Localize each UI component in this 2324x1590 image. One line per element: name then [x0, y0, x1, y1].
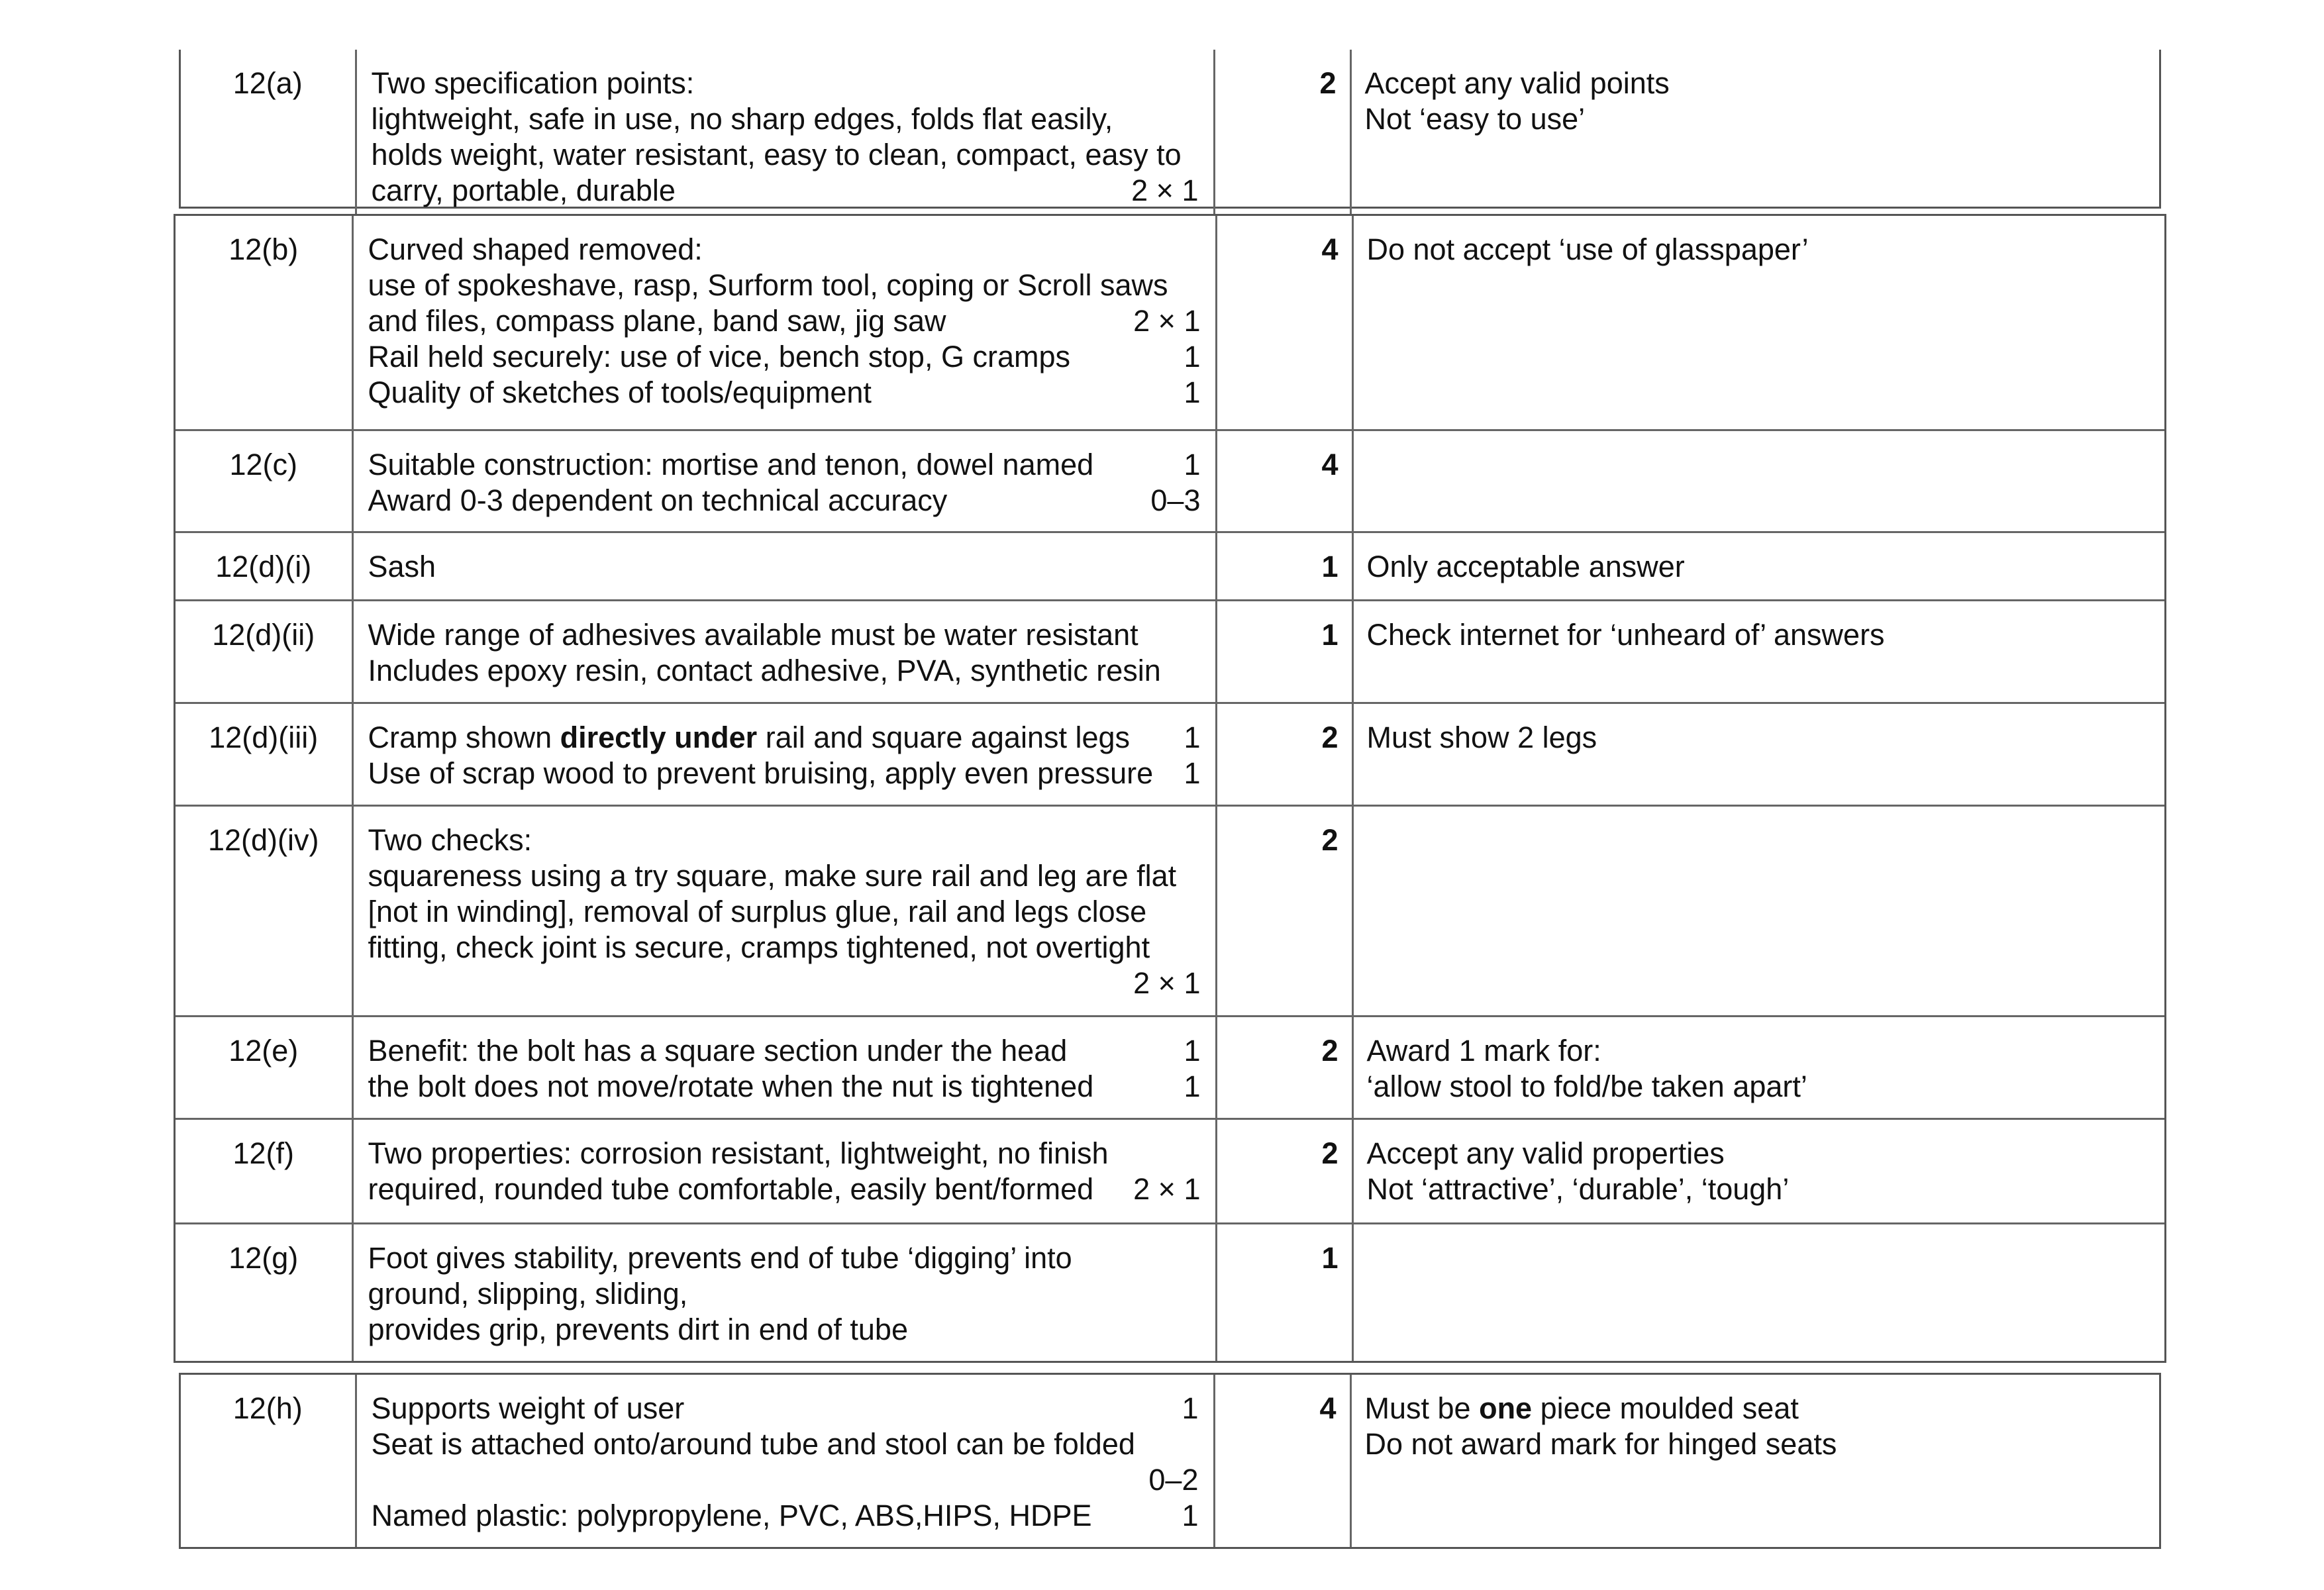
table-row	[176, 216, 2164, 430]
mark-allocation: 1	[1184, 375, 1201, 409]
emphasis-text: one	[1479, 1391, 1533, 1425]
answer-line: Foot gives stability, prevents end of tube ‘digging’ into	[368, 1240, 1072, 1275]
total-marks: 4	[1216, 430, 1352, 532]
guidance-cell	[1352, 805, 2164, 1016]
answer-line: Quality of sketches of tools/equipment	[368, 375, 872, 409]
answer-cell	[352, 1016, 1216, 1118]
table-row	[176, 1016, 2164, 1118]
guidance-line: Accept any valid points	[1364, 66, 1670, 100]
table-row	[176, 805, 2164, 1016]
answer-line: holds weight, water resistant, easy to clean, compact, easy to	[371, 138, 1182, 172]
total-marks: 1	[1216, 1223, 1352, 1361]
guidance-text: Must be	[1364, 1391, 1480, 1425]
question-number: 12(c)	[176, 430, 352, 532]
answer-line: Award 0-3 dependent on technical accuracy	[368, 483, 948, 517]
mark-allocation: 0–2	[1148, 1463, 1199, 1497]
answer-line: Seat is attached onto/around tube and stool can be folded	[371, 1427, 1135, 1461]
answer-line: ground, slipping, sliding,	[368, 1276, 688, 1311]
answer-line: Supports weight of user	[371, 1391, 685, 1425]
answer-line: required, rounded tube comfortable, easily bent/formed	[368, 1171, 1094, 1206]
answer-cell	[352, 216, 1216, 430]
guidance-cell	[1352, 216, 2164, 430]
answer-cell	[352, 600, 1216, 703]
mark-allocation: 0–3	[1150, 483, 1201, 517]
mark-allocation: 1	[1184, 340, 1201, 373]
guidance-line: Do not award mark for hinged seats	[1364, 1427, 1837, 1461]
answer-line: Rail held securely: use of vice, bench stop, G cramps	[368, 340, 1070, 373]
mark-allocation: 1	[1184, 720, 1201, 754]
answer-line: fitting, check joint is secure, cramps tightened, not overtight	[368, 930, 1150, 964]
question-number: 12(a)	[181, 50, 356, 215]
guidance-cell	[1352, 600, 2164, 703]
answer-cell	[352, 805, 1216, 1016]
table-row	[176, 600, 2164, 703]
guidance-cell	[1352, 1223, 2164, 1361]
answer-text: Cramp shown	[368, 720, 560, 754]
guidance-cell	[1352, 532, 2164, 600]
total-marks: 1	[1216, 532, 1352, 600]
table-row	[181, 1375, 2159, 1547]
guidance-cell	[1352, 430, 2164, 532]
question-number: 12(d)(iv)	[176, 805, 352, 1016]
mark-allocation: 2 × 1	[1133, 1171, 1201, 1206]
question-number: 12(b)	[176, 216, 352, 430]
table-row	[176, 1118, 2164, 1223]
table-row	[176, 532, 2164, 600]
answer-line: carry, portable, durable	[371, 174, 676, 207]
mark-allocation: 1	[1184, 447, 1201, 481]
table-row	[176, 1223, 2164, 1361]
answer-cell	[352, 703, 1216, 805]
guidance-line: Check internet for ‘unheard of’ answers	[1366, 617, 1885, 652]
table-row	[176, 430, 2164, 532]
answer-line: Two properties: corrosion resistant, lightweight, no finish	[368, 1136, 1109, 1170]
answer-line: and files, compass plane, band saw, jig saw	[368, 304, 946, 338]
guidance-line	[1365, 1391, 2145, 1426]
answer-line: Two checks:	[368, 822, 532, 857]
question-number: 12(d)(i)	[176, 532, 352, 600]
mark-scheme-table-part-3	[179, 1373, 2161, 1549]
table-row	[176, 703, 2164, 805]
guidance-cell	[1352, 1118, 2164, 1223]
total-marks: 2	[1216, 703, 1352, 805]
answer-cell	[356, 50, 1214, 215]
question-number: 12(e)	[176, 1016, 352, 1118]
guidance-text: piece moulded seat	[1532, 1391, 1799, 1425]
guidance-line: Not ‘easy to use’	[1364, 102, 1586, 136]
answer-cell	[352, 1118, 1216, 1223]
answer-line: provides grip, prevents dirt in end of tube	[368, 1312, 908, 1346]
answer-line: Includes epoxy resin, contact adhesive, PVA, synthetic resin	[368, 653, 1161, 687]
answer-line: [not in winding], removal of surplus glue, rail and legs close	[368, 894, 1147, 928]
guidance-line: Not ‘attractive’, ‘durable’, ‘tough’	[1366, 1171, 1790, 1206]
mark-allocation: 1	[1184, 1033, 1201, 1068]
emphasis-text: directly under	[560, 720, 758, 754]
mark-scheme-table-part-1	[179, 50, 2161, 209]
mark-allocation: 1	[1182, 1499, 1199, 1532]
answer-line	[368, 720, 1175, 756]
mark-allocation: 2 × 1	[1133, 966, 1201, 1000]
total-marks: 1	[1216, 600, 1352, 703]
total-marks: 2	[1216, 1118, 1352, 1223]
guidance-cell	[1350, 50, 2159, 215]
mark-allocation: 1	[1182, 1391, 1199, 1425]
answer-line: Wide range of adhesives available must be water resistant	[368, 617, 1138, 652]
guidance-line: Do not accept ‘use of glasspaper’	[1366, 232, 1809, 266]
mark-allocation: 1	[1184, 1069, 1201, 1103]
answer-line: Sash	[368, 549, 436, 583]
guidance-line: Award 1 mark for:	[1366, 1033, 1601, 1068]
answer-line: Suitable construction: mortise and tenon, dowel named	[368, 447, 1094, 481]
question-number: 12(h)	[181, 1375, 356, 1547]
guidance-line: Only acceptable answer	[1366, 549, 1685, 583]
mark-allocation: 1	[1184, 756, 1201, 790]
mark-allocation: 2 × 1	[1133, 304, 1201, 338]
guidance-cell	[1352, 1016, 2164, 1118]
answer-cell	[352, 430, 1216, 532]
answer-cell	[356, 1375, 1214, 1547]
answer-line: Named plastic: polypropylene, PVC, ABS,HIPS, HDPE	[371, 1499, 1092, 1532]
answer-line: the bolt does not move/rotate when the nut is tightened	[368, 1069, 1094, 1103]
answer-line: use of spokeshave, rasp, Surform tool, coping or Scroll saws	[368, 268, 1168, 302]
table-row	[181, 50, 2159, 215]
total-marks: 2	[1216, 805, 1352, 1016]
guidance-line: Accept any valid properties	[1366, 1136, 1725, 1170]
question-number: 12(f)	[176, 1118, 352, 1223]
mark-scheme-table-part-2	[174, 214, 2166, 1363]
total-marks: 2	[1214, 50, 1350, 215]
answer-cell	[352, 1223, 1216, 1361]
guidance-cell	[1350, 1375, 2159, 1547]
question-number: 12(g)	[176, 1223, 352, 1361]
answer-line: Two specification points:	[371, 66, 695, 100]
guidance-line: ‘allow stool to fold/be taken apart’	[1366, 1069, 1807, 1103]
question-number: 12(d)(ii)	[176, 600, 352, 703]
answer-line: Curved shaped removed:	[368, 232, 703, 266]
answer-line: Benefit: the bolt has a square section under the head	[368, 1033, 1068, 1068]
answer-text: rail and square against legs	[757, 720, 1131, 754]
total-marks: 4	[1216, 216, 1352, 430]
mark-allocation: 2 × 1	[1131, 174, 1199, 207]
question-number: 12(d)(iii)	[176, 703, 352, 805]
total-marks: 4	[1214, 1375, 1350, 1547]
answer-line: lightweight, safe in use, no sharp edges, folds flat easily,	[371, 102, 1113, 136]
guidance-cell	[1352, 703, 2164, 805]
total-marks: 2	[1216, 1016, 1352, 1118]
answer-line: squareness using a try square, make sure rail and leg are flat	[368, 858, 1177, 893]
guidance-line: Must show 2 legs	[1366, 720, 1597, 754]
answer-line: Use of scrap wood to prevent bruising, apply even pressure	[368, 756, 1154, 790]
answer-cell	[352, 532, 1216, 600]
